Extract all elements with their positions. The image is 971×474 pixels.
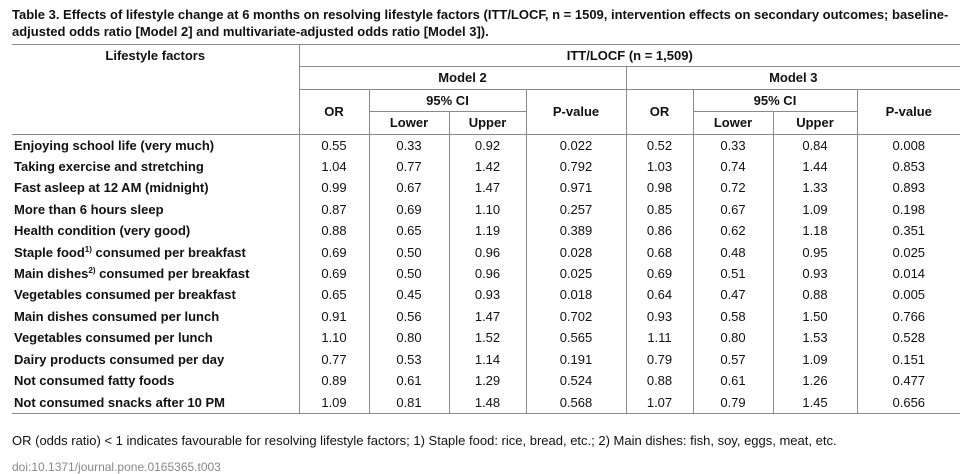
value-cell: 0.005 — [857, 284, 960, 305]
doi-fragment: doi:10.1371/journal.pone.0165365.t003 — [12, 460, 221, 474]
value-cell: 0.014 — [857, 263, 960, 284]
value-cell: 1.11 — [626, 327, 693, 348]
header-upper-model3: Upper — [773, 112, 857, 134]
value-cell: 1.47 — [449, 177, 526, 198]
value-cell: 1.45 — [773, 392, 857, 414]
value-cell: 0.565 — [526, 327, 626, 348]
table-row — [12, 263, 960, 284]
row-label: Fast asleep at 12 AM (midnight) — [14, 180, 209, 196]
table-body — [12, 134, 960, 413]
value-cell: 0.33 — [693, 134, 773, 156]
value-cell: 0.95 — [773, 242, 857, 263]
value-cell: 0.33 — [369, 134, 449, 156]
value-cell: 1.09 — [299, 392, 369, 414]
header-upper-model2: Upper — [449, 112, 526, 134]
table-row — [12, 156, 960, 177]
value-cell: 0.50 — [369, 242, 449, 263]
row-label: More than 6 hours sleep — [14, 201, 164, 217]
value-cell: 0.77 — [299, 349, 369, 370]
value-cell: 0.96 — [449, 263, 526, 284]
value-cell: 1.14 — [449, 349, 526, 370]
value-cell: 0.853 — [857, 156, 960, 177]
header-lower-model3: Lower — [693, 112, 773, 134]
value-cell: 0.62 — [693, 220, 773, 241]
value-cell: 0.79 — [693, 392, 773, 414]
value-cell: 0.025 — [526, 263, 626, 284]
header-pvalue-model2: P-value — [526, 89, 626, 134]
header-ci-model3: 95% CI — [693, 89, 857, 111]
value-cell: 1.07 — [626, 392, 693, 414]
row-label: Not consumed fatty foods — [14, 373, 175, 389]
value-cell: 0.81 — [369, 392, 449, 414]
value-cell: 1.09 — [773, 349, 857, 370]
table-row — [12, 199, 960, 220]
value-cell: 0.64 — [626, 284, 693, 305]
value-cell: 0.568 — [526, 392, 626, 414]
value-cell: 0.69 — [299, 242, 369, 263]
header-pvalue-model3: P-value — [857, 89, 960, 134]
value-cell: 1.10 — [449, 199, 526, 220]
value-cell: 0.55 — [299, 134, 369, 156]
value-cell: 0.792 — [526, 156, 626, 177]
value-cell: 1.52 — [449, 327, 526, 348]
value-cell: 0.88 — [299, 220, 369, 241]
header-or-model3: OR — [626, 89, 693, 134]
value-cell: 0.191 — [526, 349, 626, 370]
value-cell: 0.88 — [773, 284, 857, 305]
header-lower-model2: Lower — [369, 112, 449, 134]
row-label: Not consumed snacks after 10 PM — [12, 392, 299, 414]
value-cell: 0.99 — [299, 177, 369, 198]
value-cell: 0.61 — [693, 370, 773, 391]
value-cell: 0.67 — [369, 177, 449, 198]
value-cell: 1.47 — [449, 306, 526, 327]
table-row — [12, 370, 960, 391]
value-cell: 0.51 — [693, 263, 773, 284]
value-cell: 0.477 — [857, 370, 960, 391]
value-cell: 1.33 — [773, 177, 857, 198]
table-row — [12, 306, 960, 327]
value-cell: 0.766 — [857, 306, 960, 327]
value-cell: 0.85 — [626, 199, 693, 220]
value-cell: 0.93 — [626, 306, 693, 327]
header-model-2: Model 2 — [299, 67, 626, 89]
value-cell: 0.61 — [369, 370, 449, 391]
value-cell: 0.025 — [857, 242, 960, 263]
row-label: Taking exercise and stretching — [14, 159, 204, 175]
value-cell: 0.018 — [526, 284, 626, 305]
row-label: Enjoying school life (very much) — [14, 137, 215, 153]
row-label: Vegetables consumed per breakfast — [14, 287, 236, 303]
value-cell: 0.52 — [626, 134, 693, 156]
value-cell: 0.389 — [526, 220, 626, 241]
value-cell: 0.48 — [693, 242, 773, 263]
value-cell: 0.57 — [693, 349, 773, 370]
value-cell: 1.48 — [449, 392, 526, 414]
value-cell: 0.56 — [369, 306, 449, 327]
value-cell: 0.008 — [857, 134, 960, 156]
row-label: Dairy products consumed per day — [14, 351, 225, 367]
value-cell: 0.151 — [857, 349, 960, 370]
value-cell: 0.47 — [693, 284, 773, 305]
value-cell: 0.87 — [299, 199, 369, 220]
value-cell: 0.72 — [693, 177, 773, 198]
value-cell: 0.77 — [369, 156, 449, 177]
row-label: Health condition (very good) — [14, 223, 191, 239]
table-footnote: OR (odds ratio) < 1 indicates favourable for resolving lifestyle factors; 1) Staple food: rice, bread, etc.; 2) Main dishes: fish, soy, eggs, meat, etc. — [12, 433, 837, 448]
value-cell: 1.44 — [773, 156, 857, 177]
value-cell: 1.03 — [626, 156, 693, 177]
value-cell: 0.80 — [693, 327, 773, 348]
table-caption: Table 3. Effects of lifestyle change at 6 months on resolving lifestyle factors (ITT/LOCF, n = 1509, intervention effects on secondary outcomes; baseline-adjusted odds ratio [Model 2] and multivariate-adjusted odds ratio [Model 3]). — [12, 7, 949, 39]
value-cell: 0.528 — [857, 327, 960, 348]
header-lifestyle-factors: Lifestyle factors — [12, 45, 299, 135]
table-row — [12, 242, 960, 263]
table-row — [12, 284, 960, 305]
value-cell: 0.84 — [773, 134, 857, 156]
value-cell: 1.18 — [773, 220, 857, 241]
value-cell: 1.09 — [773, 199, 857, 220]
value-cell: 0.79 — [626, 349, 693, 370]
row-label: Vegetables consumed per lunch — [14, 330, 213, 346]
header-or-model2: OR — [299, 89, 369, 134]
value-cell: 0.65 — [299, 284, 369, 305]
value-cell: 0.92 — [449, 134, 526, 156]
value-cell: 1.42 — [449, 156, 526, 177]
value-cell: 0.91 — [299, 306, 369, 327]
value-cell: 1.26 — [773, 370, 857, 391]
header-itt-locf: ITT/LOCF (n = 1,509) — [299, 45, 960, 67]
value-cell: 0.45 — [369, 284, 449, 305]
table-row — [12, 134, 960, 156]
value-cell: 0.257 — [526, 199, 626, 220]
value-cell: 0.50 — [369, 263, 449, 284]
header-model-3: Model 3 — [626, 67, 960, 89]
value-cell: 0.69 — [369, 199, 449, 220]
value-cell: 0.524 — [526, 370, 626, 391]
value-cell: 0.971 — [526, 177, 626, 198]
results-table — [12, 44, 960, 414]
value-cell: 0.198 — [857, 199, 960, 220]
value-cell: 1.50 — [773, 306, 857, 327]
value-cell: 1.04 — [299, 156, 369, 177]
value-cell: 0.88 — [626, 370, 693, 391]
value-cell: 0.93 — [449, 284, 526, 305]
value-cell: 0.67 — [693, 199, 773, 220]
table-row — [12, 327, 960, 348]
value-cell: 0.53 — [369, 349, 449, 370]
row-label: Staple food$^{1)}$ consumed per breakfast — [14, 244, 246, 260]
table-row — [12, 349, 960, 370]
value-cell: 1.10 — [299, 327, 369, 348]
value-cell: 0.022 — [526, 134, 626, 156]
value-cell: 0.58 — [693, 306, 773, 327]
value-cell: 1.19 — [449, 220, 526, 241]
value-cell: 1.29 — [449, 370, 526, 391]
row-label: Main dishes consumed per lunch — [14, 308, 220, 324]
value-cell: 1.53 — [773, 327, 857, 348]
row-label: Main dishes$^{2)}$ consumed per breakfast — [14, 266, 250, 282]
header-ci-model2: 95% CI — [369, 89, 526, 111]
value-cell: 0.69 — [299, 263, 369, 284]
value-cell: 0.98 — [626, 177, 693, 198]
table-row — [12, 392, 960, 414]
value-cell: 0.028 — [526, 242, 626, 263]
table-row — [12, 220, 960, 241]
value-cell: 0.80 — [369, 327, 449, 348]
value-cell: 0.74 — [693, 156, 773, 177]
value-cell: 0.65 — [369, 220, 449, 241]
value-cell: 0.89 — [299, 370, 369, 391]
value-cell: 0.68 — [626, 242, 693, 263]
value-cell: 0.351 — [857, 220, 960, 241]
value-cell: 0.656 — [857, 392, 960, 414]
value-cell: 0.86 — [626, 220, 693, 241]
value-cell: 0.893 — [857, 177, 960, 198]
value-cell: 0.96 — [449, 242, 526, 263]
table-row — [12, 177, 960, 198]
value-cell: 0.69 — [626, 263, 693, 284]
value-cell: 0.702 — [526, 306, 626, 327]
value-cell: 0.93 — [773, 263, 857, 284]
